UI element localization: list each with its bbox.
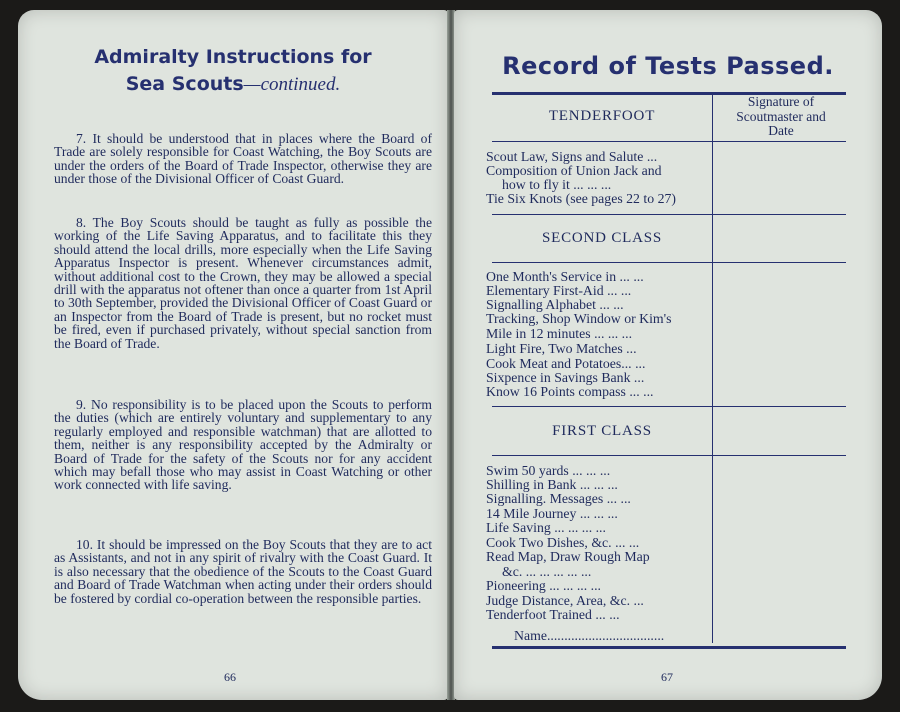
test-item: Judge Distance, Area, &c. ...	[486, 593, 644, 608]
test-item: Pioneering ... ... ... ...	[486, 578, 601, 593]
section-rule	[492, 262, 846, 263]
left-page-number: 66	[224, 670, 236, 684]
right-page-number: 67	[661, 670, 673, 684]
test-item: Mile in 12 minutes ... ... ...	[486, 326, 633, 341]
section-label-tenderfoot: TENDERFOOT	[548, 108, 656, 124]
section-label-first-class: FIRST CLASS	[552, 423, 652, 439]
test-item: Read Map, Draw Rough Map	[486, 549, 650, 564]
test-item: Composition of Union Jack and	[486, 163, 662, 178]
test-item: Signalling. Messages ... ...	[486, 491, 631, 506]
signature-header-line2: Scoutmaster and	[736, 108, 826, 124]
paragraph-8: 8. The Boy Scouts should be taught as fully as possible the working of the Life Saving Apparatus, and to facilitate this they should attend the local drills, more especially when the Life Saving Apparatus Inspector is present. Whenever circumstances admit, without additional cost to the Crown, they may be allowed a special drill with the apparatus not oftener than once a quarter from 1st April to 30th September, provided the Divisional Officer of Coast Guard or an Inspector from the Board of Trade is present, but no rocket must be fired, even if purchased privately, without special sanction from the Board of Trade.	[54, 215, 432, 351]
left-heading-line1: Admiralty Instructions for	[94, 46, 372, 68]
right-page	[454, 10, 882, 700]
paragraph-10: 10. It should be impressed on the Boy Scouts that they are to act as Assistants, and not in any spirit of rivalry with the Coast Guard. It is also necessary that the obedience of the Scouts to the Coast Guard and Board of Trade Watchman when acting under their orders should be fostered by cordial co-operation between the responsible parties.	[54, 537, 432, 606]
signature-header-line3: Date	[768, 123, 794, 138]
right-heading: Record of Tests Passed.	[502, 52, 834, 80]
section-rule	[492, 141, 846, 142]
test-item: Life Saving ... ... ... ...	[486, 520, 606, 535]
test-item: Shilling in Bank ... ... ...	[486, 477, 618, 492]
test-item: Know 16 Points compass ... ...	[486, 384, 654, 399]
left-heading-continued: —continued.	[243, 74, 341, 95]
left-heading-line2	[18, 71, 448, 98]
test-item: One Month's Service in ... ...	[486, 269, 644, 284]
left-heading-sea-scouts: Sea Scouts	[125, 73, 244, 95]
section-label-second-class: SECOND CLASS	[541, 230, 663, 246]
section-rule	[492, 455, 846, 456]
test-item: Tracking, Shop Window or Kim's	[486, 311, 672, 326]
left-page	[18, 10, 448, 700]
test-item: Cook Meat and Potatoes... ...	[486, 356, 646, 371]
test-item: 14 Mile Journey ... ... ...	[486, 506, 618, 521]
signature-header	[716, 95, 846, 139]
test-item: Scout Law, Signs and Salute ...	[486, 149, 658, 164]
section-rule	[492, 214, 846, 215]
test-item: Sixpence in Savings Bank ...	[486, 370, 645, 385]
test-item: Tenderfoot Trained ... ...	[486, 607, 620, 622]
table-bottom-rule	[492, 646, 846, 649]
paragraph-7: 7. It should be understood that in places where the Board of Trade are solely responsible for Coast Watching, the Boy Scouts are under the orders of the Board of Trade Inspector, otherwise they are under those of the Divisional Officer of Coast Guard.	[54, 131, 432, 187]
test-item: Swim 50 yards ... ... ...	[486, 463, 611, 478]
left-heading	[18, 44, 448, 98]
test-item: &c. ... ... ... ... ...	[502, 564, 592, 579]
section-rule	[492, 406, 846, 407]
test-item: Tie Six Knots (see pages 22 to 27)	[486, 191, 676, 206]
test-item: Signalling Alphabet ... ...	[486, 297, 624, 312]
test-item: Light Fire, Two Matches ...	[486, 341, 637, 356]
name-line: Name..................................	[514, 628, 665, 643]
test-item: how to fly it ... ... ...	[502, 177, 612, 192]
test-item: Cook Two Dishes, &c. ... ...	[486, 535, 640, 550]
paragraph-9: 9. No responsibility is to be placed upon the Scouts to perform the duties (which are entirely voluntary and supplementary to any regularly employed and responsible watchman) that are allotted to them, neither is any responsibility accepted by the Admiralty or Board of Trade for the safety of the Scouts nor for any accident which may befall those who may assist in Coast Watching or other work connected with life saving.	[54, 397, 432, 493]
signature-header-line1: Signature of	[747, 94, 815, 109]
test-item: Elementary First-Aid ... ...	[486, 283, 632, 298]
